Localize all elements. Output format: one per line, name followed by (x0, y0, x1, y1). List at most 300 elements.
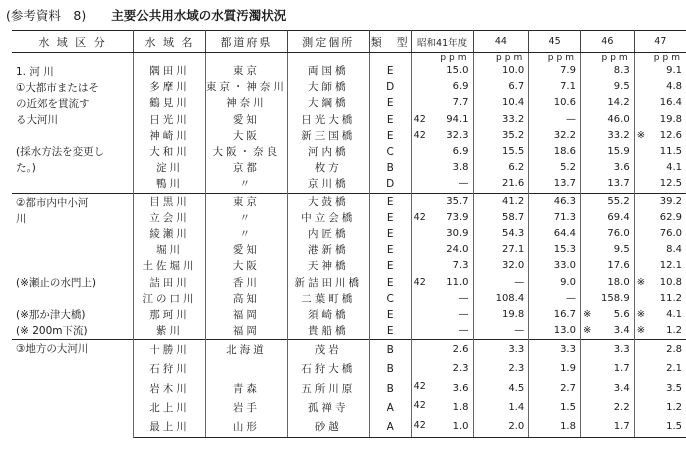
value-44: 2.3 (473, 360, 529, 379)
prefecture: 山形 (205, 418, 287, 438)
value-46-text: 8.3 (613, 65, 630, 76)
river-name: 綾瀬川 (134, 226, 206, 242)
prefecture: 北海道 (205, 340, 287, 360)
river-name: 紫川 (134, 323, 206, 340)
prefecture: 大阪 (205, 258, 287, 274)
river-name: 十勝川 (134, 340, 206, 360)
value-46-text: 55.2 (607, 195, 630, 207)
measurement-site: 天神橋 (287, 258, 369, 274)
value-46 (580, 340, 634, 360)
region-line (16, 405, 131, 421)
value-44: 10.0 (473, 63, 529, 79)
river-name: 土佐堀川 (134, 258, 206, 274)
water-type: D (369, 79, 411, 95)
value-46 (580, 258, 634, 274)
value-47 (634, 291, 686, 307)
measurement-site: 五所川原 (287, 379, 369, 398)
value-44: 21.6 (473, 176, 529, 193)
region-line (16, 389, 131, 405)
value-47-text: 9.1 (666, 65, 682, 76)
value-47 (634, 242, 686, 258)
value-46-text: 3.6 (613, 162, 630, 174)
value-45: — (529, 112, 581, 128)
reference-label: (参考資料 8) (6, 8, 87, 23)
value-46 (580, 379, 634, 398)
value-45: 13.0 (529, 323, 581, 340)
header-year-45: 45 (529, 31, 581, 53)
measurement-site: 京川橋 (287, 176, 369, 193)
prefecture: 大阪 (205, 128, 287, 144)
value-46-text: 33.2 (607, 129, 630, 141)
water-type: E (369, 242, 411, 258)
header-name: 水 域 名 (134, 31, 206, 53)
value-47-text: 76.0 (659, 228, 682, 240)
value-47 (634, 193, 686, 210)
measurement-site: 二葉町橋 (287, 291, 369, 307)
value-46 (580, 323, 634, 340)
water-type: E (369, 275, 411, 291)
water-type: E (369, 63, 411, 79)
value-41-text: 11.0 (446, 276, 469, 288)
value-41-text: 15.0 (446, 65, 469, 76)
asterisk-mark: ※ (636, 309, 646, 321)
value-44: — (473, 323, 529, 340)
value-47 (634, 176, 686, 193)
value-41 (411, 112, 473, 128)
value-47 (634, 307, 686, 323)
water-type: E (369, 258, 411, 274)
value-46 (580, 193, 634, 210)
value-46-text: 1.7 (613, 421, 630, 433)
value-46 (580, 291, 634, 307)
value-41-text: — (458, 292, 469, 304)
value-45: 2.7 (529, 379, 581, 398)
value-47 (634, 144, 686, 160)
value-41-text: — (458, 309, 469, 321)
prefecture: 〃 (205, 176, 287, 193)
river-name: 那珂川 (134, 307, 206, 323)
measurement-site: 新三国橋 (287, 128, 369, 144)
value-41 (411, 340, 473, 360)
header-year-41: 昭和41年度 (411, 31, 473, 53)
value-47 (634, 160, 686, 176)
prefecture: 〃 (205, 226, 287, 242)
prefecture: 大阪・奈良 (205, 144, 287, 160)
region-line: ③地方の大河川 (16, 343, 89, 356)
value-47-text: 4.1 (666, 309, 682, 321)
value-46 (580, 418, 634, 438)
measurement-site: 孤禅寺 (287, 398, 369, 417)
value-47-text: 8.4 (666, 244, 682, 256)
header-year-47: 47 (634, 31, 686, 53)
value-45: 3.3 (529, 340, 581, 360)
value-46-text: 14.2 (607, 97, 630, 109)
region-line: 1. 河 川 (16, 66, 54, 78)
region-line (16, 176, 131, 192)
value-45: 1.8 (529, 418, 581, 438)
year-note: 42 (413, 400, 426, 412)
water-type: E (369, 128, 411, 144)
region-line: (※那か津大橋) (16, 308, 86, 321)
river-name: 神崎川 (134, 128, 206, 144)
value-41 (411, 128, 473, 144)
value-46-text: 1.7 (613, 363, 630, 375)
region-line: る大河川 (16, 114, 58, 126)
river-name: 堀川 (134, 242, 206, 258)
water-type: D (369, 176, 411, 193)
value-41-text: 24.0 (446, 244, 469, 256)
value-46 (580, 112, 634, 128)
value-41 (411, 79, 473, 95)
prefecture: 東京 (205, 193, 287, 210)
water-quality-table (12, 30, 686, 438)
water-type: E (369, 210, 411, 226)
value-44: 108.4 (473, 291, 529, 307)
value-46 (580, 95, 634, 111)
value-47 (634, 360, 686, 379)
value-45: 13.7 (529, 176, 581, 193)
value-41-text: 6.9 (452, 81, 469, 93)
measurement-site: 石狩大橋 (287, 360, 369, 379)
region-cell (12, 63, 134, 193)
value-46-text: 69.4 (607, 211, 630, 223)
value-45: 1.5 (529, 398, 581, 417)
value-44: — (473, 275, 529, 291)
value-45: 1.9 (529, 360, 581, 379)
measurement-site: 中立会橋 (287, 210, 369, 226)
value-41-text: 6.9 (452, 146, 469, 158)
year-note: 42 (413, 419, 426, 431)
unit-spacer (134, 53, 206, 64)
value-41-text: 7.3 (452, 260, 469, 272)
value-45: 5.2 (529, 160, 581, 176)
asterisk-mark: ※ (636, 325, 646, 337)
value-47-text: 11.5 (659, 146, 682, 158)
water-type: B (369, 360, 411, 379)
value-45: 64.4 (529, 226, 581, 242)
value-45: 33.0 (529, 258, 581, 274)
measurement-site: 須崎橋 (287, 307, 369, 323)
value-46 (580, 275, 634, 291)
water-type: C (369, 291, 411, 307)
value-41-text: 2.3 (452, 363, 469, 375)
region-line: の近郊を貫流す (16, 98, 90, 110)
region-line (16, 373, 131, 389)
value-45: 16.7 (529, 307, 581, 323)
header-year-46: 46 (580, 31, 634, 53)
value-46-text: 2.2 (613, 401, 630, 413)
value-44: 3.3 (473, 340, 529, 360)
value-46 (580, 210, 634, 226)
measurement-site: 大鼓橋 (287, 193, 369, 210)
value-41 (411, 242, 473, 258)
value-47-text: 1.2 (666, 401, 682, 413)
water-type: E (369, 112, 411, 128)
asterisk-mark: ※ (582, 325, 592, 337)
value-41-text: 32.3 (446, 129, 469, 141)
value-47-text: 2.8 (666, 344, 682, 356)
river-name: 日光川 (134, 112, 206, 128)
water-type: E (369, 323, 411, 340)
value-46-text: 46.0 (607, 113, 630, 125)
value-47 (634, 275, 686, 291)
river-name: 目黒川 (134, 193, 206, 210)
header-year-44: 44 (473, 31, 529, 53)
measurement-site: 茂岩 (287, 340, 369, 360)
value-45: 7.1 (529, 79, 581, 95)
value-47-text: 12.1 (659, 260, 682, 272)
table-row (12, 340, 686, 360)
value-44: 33.2 (473, 112, 529, 128)
value-41 (411, 418, 473, 438)
value-47-text: 19.8 (659, 113, 682, 125)
river-name: 最上川 (134, 418, 206, 438)
value-44: 35.2 (473, 128, 529, 144)
document-title (6, 6, 286, 24)
value-47 (634, 210, 686, 226)
value-46 (580, 160, 634, 176)
value-44: 6.7 (473, 79, 529, 95)
value-46 (580, 128, 634, 144)
region-line: 川 (16, 212, 27, 225)
value-46-text: 5.6 (613, 309, 630, 321)
value-47-text: 62.9 (659, 211, 682, 223)
value-45: 9.0 (529, 275, 581, 291)
water-type: E (369, 193, 411, 210)
value-47-text: 2.1 (666, 363, 682, 375)
value-41 (411, 160, 473, 176)
unit-label: ppm (473, 53, 529, 64)
water-type: B (369, 160, 411, 176)
value-46-text: 3.4 (613, 325, 630, 337)
value-44: 41.2 (473, 193, 529, 210)
value-47 (634, 340, 686, 360)
measurement-site: 砂越 (287, 418, 369, 438)
value-41-text: 94.1 (446, 113, 469, 125)
value-45: — (529, 291, 581, 307)
value-46 (580, 176, 634, 193)
value-41 (411, 291, 473, 307)
region-line (16, 243, 131, 259)
prefecture: 東京 (205, 63, 287, 79)
value-46 (580, 307, 634, 323)
value-47-text: 10.8 (659, 276, 682, 288)
water-type: A (369, 398, 411, 417)
region-line: (※ 200m下流) (16, 324, 88, 337)
value-41-text: 73.9 (446, 211, 469, 223)
water-type: E (369, 95, 411, 111)
value-44: 27.1 (473, 242, 529, 258)
value-44: 15.5 (473, 144, 529, 160)
region-line (16, 128, 131, 144)
value-41 (411, 210, 473, 226)
water-type: E (369, 307, 411, 323)
value-47 (634, 128, 686, 144)
value-44: 4.5 (473, 379, 529, 398)
value-41 (411, 258, 473, 274)
value-41-text: 30.9 (446, 228, 469, 240)
prefecture: 福岡 (205, 307, 287, 323)
title-text: 主要公共用水域の水質汚濁状況 (111, 8, 287, 23)
unit-label: ppm (653, 53, 683, 63)
value-47-text: 16.4 (659, 97, 682, 109)
unit-label: ppm (411, 53, 473, 64)
value-41 (411, 193, 473, 210)
value-45: 46.3 (529, 193, 581, 210)
value-41 (411, 360, 473, 379)
river-name: 隅田川 (134, 63, 206, 79)
value-44: 19.8 (473, 307, 529, 323)
value-46-text: 17.6 (607, 260, 630, 272)
value-45: 71.3 (529, 210, 581, 226)
value-41 (411, 323, 473, 340)
measurement-site: 両国橋 (287, 63, 369, 79)
value-47 (634, 258, 686, 274)
measurement-site: 枚方 (287, 160, 369, 176)
value-45: 18.6 (529, 144, 581, 160)
value-46-text: 9.5 (613, 81, 630, 93)
region-line: ①大都市またはそ (16, 82, 99, 94)
water-type: B (369, 340, 411, 360)
region-cell (12, 340, 134, 438)
value-46-text: 3.4 (613, 382, 630, 394)
value-41-text: — (458, 178, 469, 190)
value-41 (411, 226, 473, 242)
header-site: 測定個所 (287, 31, 369, 53)
value-41 (411, 144, 473, 160)
region-cell (12, 193, 134, 340)
value-41 (411, 275, 473, 291)
value-45: 7.9 (529, 63, 581, 79)
prefecture: 〃 (205, 210, 287, 226)
value-41 (411, 307, 473, 323)
value-41-text: 3.6 (452, 382, 469, 394)
measurement-site: 河内橋 (287, 144, 369, 160)
value-41 (411, 379, 473, 398)
river-name: 北上川 (134, 398, 206, 417)
water-type: B (369, 379, 411, 398)
value-46-text: 76.0 (607, 228, 630, 240)
prefecture: 福岡 (205, 323, 287, 340)
prefecture: 愛知 (205, 112, 287, 128)
measurement-site: 内匠橋 (287, 226, 369, 242)
value-47-text: 1.2 (666, 325, 682, 337)
water-type: A (369, 418, 411, 438)
river-name: 鴨川 (134, 176, 206, 193)
value-46-text: 13.7 (607, 178, 630, 190)
year-note: 42 (413, 113, 426, 125)
header-region: 水 域 区 分 (12, 31, 134, 53)
prefecture: 神奈川 (205, 95, 287, 111)
value-47 (634, 418, 686, 438)
value-47 (634, 379, 686, 398)
region-line: た。) (16, 162, 36, 174)
value-44: 54.3 (473, 226, 529, 242)
value-47-text: 11.2 (659, 292, 682, 304)
value-47 (634, 95, 686, 111)
asterisk-mark: ※ (636, 276, 646, 288)
asterisk-mark: ※ (582, 309, 592, 321)
value-44: 1.4 (473, 398, 529, 417)
measurement-site: 貴船橋 (287, 323, 369, 340)
year-note: 42 (413, 381, 426, 393)
table-body (12, 53, 686, 438)
value-47-text: 4.8 (666, 81, 682, 93)
header-type: 類 型 (369, 31, 411, 53)
value-45: 32.2 (529, 128, 581, 144)
river-name: 石狩川 (134, 360, 206, 379)
value-46 (580, 226, 634, 242)
value-46-text: 15.9 (607, 146, 630, 158)
unit-spacer (205, 53, 287, 64)
value-47-text: 39.2 (659, 195, 682, 207)
river-name: 鶴見川 (134, 95, 206, 111)
value-44: 32.0 (473, 258, 529, 274)
unit-spacer (287, 53, 369, 64)
value-41-text: 35.7 (446, 195, 469, 207)
year-note: 42 (413, 276, 426, 288)
river-name: 岩木川 (134, 379, 206, 398)
value-46-text: 3.3 (613, 344, 630, 356)
value-41-text: 7.7 (452, 97, 469, 109)
header-row (12, 31, 686, 53)
value-47-text: 3.5 (666, 382, 682, 394)
value-47 (634, 323, 686, 340)
prefecture: 愛知 (205, 242, 287, 258)
unit-label: ppm (580, 53, 634, 64)
value-46 (580, 63, 634, 79)
prefecture: 岩手 (205, 398, 287, 417)
value-41-text: 1.8 (452, 401, 469, 413)
value-46 (580, 360, 634, 379)
river-name: 詰田川 (134, 275, 206, 291)
river-name: 淀川 (134, 160, 206, 176)
value-41-text: 1.0 (452, 421, 469, 433)
prefecture: 高知 (205, 291, 287, 307)
measurement-site: 新詰田川橋 (287, 275, 369, 291)
river-name: 大和川 (134, 144, 206, 160)
value-46-text: 158.9 (601, 292, 630, 304)
region-line: (採水方法を変更し (16, 146, 105, 158)
value-44: 10.4 (473, 95, 529, 111)
prefecture (205, 360, 287, 379)
table-row (12, 63, 686, 79)
value-44: 58.7 (473, 210, 529, 226)
value-41 (411, 176, 473, 193)
value-41 (411, 63, 473, 79)
value-47 (634, 226, 686, 242)
region-line: ②都市内中小河 (16, 196, 89, 209)
region-line (16, 421, 131, 437)
unit-label: ppm (529, 53, 581, 64)
prefecture: 東京・神奈川 (205, 79, 287, 95)
river-name: 多摩川 (134, 79, 206, 95)
river-name: 立会川 (134, 210, 206, 226)
value-44: 2.0 (473, 418, 529, 438)
value-47-text: 12.5 (659, 178, 682, 190)
value-46 (580, 242, 634, 258)
value-46-text: 18.0 (607, 276, 630, 288)
region-line (16, 291, 131, 307)
year-note: 42 (413, 129, 426, 141)
value-45: 15.3 (529, 242, 581, 258)
unit-spacer (369, 53, 411, 64)
value-41 (411, 95, 473, 111)
value-41 (411, 398, 473, 417)
asterisk-mark: ※ (636, 129, 646, 141)
river-name: 江の口川 (134, 291, 206, 307)
measurement-site: 大師橋 (287, 79, 369, 95)
